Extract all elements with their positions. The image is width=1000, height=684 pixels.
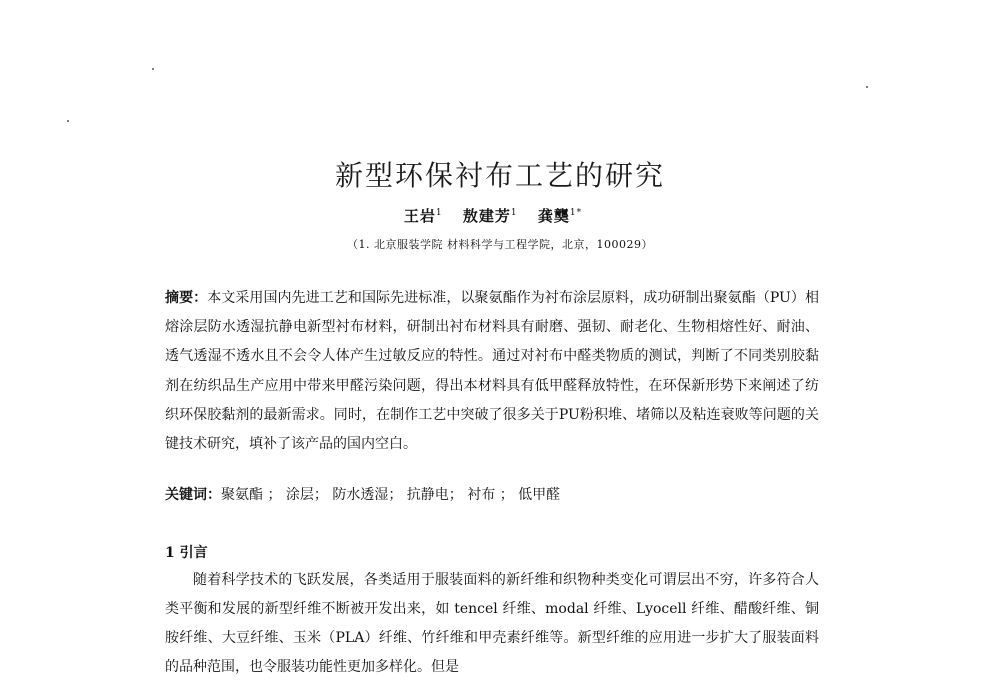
affiliation: （1. 北京服装学院 材料科学与工程学院，北京，100029）	[347, 238, 653, 251]
abstract	[165, 284, 819, 459]
keywords-text: 聚氨酯 ； 涂层； 防水透湿； 抗静电； 衬布 ； 低甲醛	[221, 487, 561, 503]
author-list	[0, 205, 1000, 226]
abstract-text: 本文采用国内先进工艺和国际先进标准，以聚氨酯作为衬布涂层原料，成功研制出聚氨酯（PU）相熔涂层防水透湿抗静电新型衬布材料，研制出衬布材料具有耐磨、强韧、耐老化、生物相熔性好、耐油、透气透湿不透水且不会令人体产生过敏反应的特性。通过对衬布中醛类物质的测试，判断了不同类别胶黏剂在纺织品生产应用中带来甲醛污染问题，得出本材料具有低甲醛释放特性，在环保新形势下来阐述了纺织环保胶黏剂的最新需求。同时，在制作工艺中突破了很多关于PU粉积堆、堵筛以及粘连衰败等问题的关键技术研究，填补了该产品的国内空白。	[165, 290, 819, 453]
keywords-label: 关键词：	[165, 487, 221, 503]
author-affiliation-mark: 1*	[569, 208, 583, 218]
author-name: 王岩	[403, 207, 436, 225]
author-name: 龚龑	[537, 207, 570, 225]
author-name: 敖建芳	[462, 207, 511, 225]
abstract-label: 摘要：	[165, 290, 208, 306]
author-affiliation-mark: 1	[435, 208, 443, 218]
paper-title: 新型环保衬布工艺的研究	[334, 159, 665, 192]
author-affiliation-mark: 1	[510, 208, 518, 218]
section-body-text: 随着科学技术的飞跃发展，各类适用于服装面料的新纤维和织物种类变化可谓层出不穷，许多符合人类平衡和发展的新型纤维不断被开发出来，如 tencel 纤维、modal 纤维、Lyocell 纤维、醋酸纤维、铜胺纤维、大豆纤维、玉米（PLA）纤维、竹纤维和甲壳素纤维等。新型纤维的应用进一步扩大了服装面料的品种范围，也令服装功能性更加多样化。但是	[165, 572, 819, 675]
scan-speck	[866, 86, 868, 88]
section-heading: 1 引言	[165, 545, 208, 561]
keywords	[165, 484, 819, 506]
scan-speck	[67, 120, 69, 122]
scan-speck	[152, 68, 154, 70]
